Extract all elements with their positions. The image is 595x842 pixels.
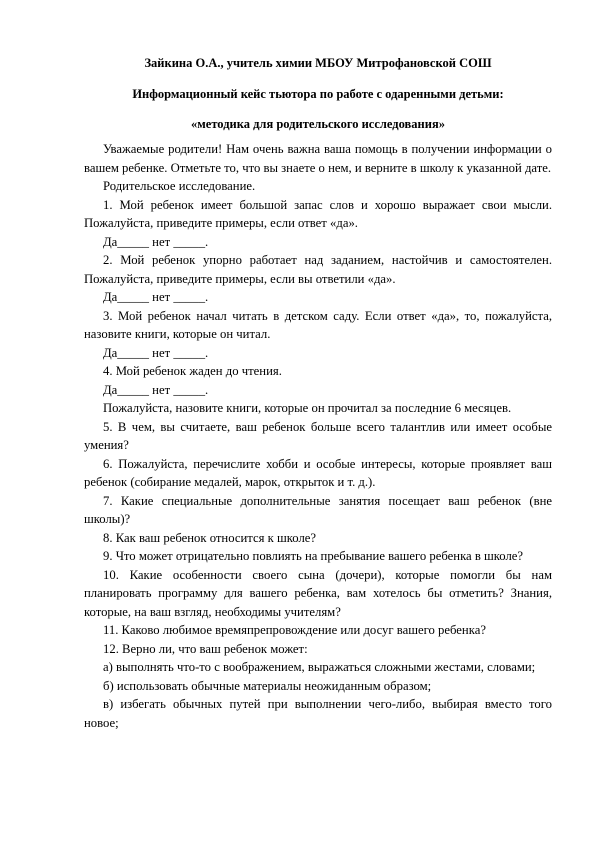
answer-line: Да_____ нет _____. <box>103 345 209 360</box>
answer-line: Да_____ нет _____. <box>103 290 209 304</box>
question-4: 4. Мой ребенок жаден до чтения. <box>103 364 282 378</box>
document-subtitle: «методика для родительского исследования» <box>191 117 445 131</box>
author-line: Зайкина О.А., учитель химии МБОУ Митрофановской СОШ <box>144 56 492 70</box>
question-12-option-b: б) использовать обычные материалы неожиданным образом; <box>103 678 432 693</box>
question-3: 3. Мой ребенок начал читать в детском саду. Если ответ «да», то, пожалуйста, назовите книги, которые он читал. <box>84 308 552 341</box>
question-12: 12. Верно ли, что ваш ребенок может: <box>103 641 308 656</box>
question-7: 7. Какие специальные дополнительные занятия посещает ваш ребенок (вне школы)? <box>84 493 552 526</box>
question-8: 8. Как ваш ребенок относится к школе? <box>103 530 317 545</box>
intro-paragraph: Уважаемые родители! Нам очень важна ваша помощь в получении информации о вашем ребенке. Отметьте то, что вы знаете о нем, и верните в школу к указанной дате. <box>84 142 552 175</box>
question-1: 1. Мой ребенок имеет большой запас слов и хорошо выражает свои мысли. Пожалуйста, приведите примеры, если ответ «да». <box>84 197 552 230</box>
answer-line: Да_____ нет _____. <box>103 234 209 249</box>
section-label: Родительское исследование. <box>103 179 256 193</box>
books-request: Пожалуйста, назовите книги, которые он прочитал за последние 6 месяцев. <box>103 401 512 415</box>
question-2: 2. Мой ребенок упорно работает над заданием, настойчив и самостоятелен. Пожалуйста, приведите примеры, если вы ответили «да». <box>84 253 552 286</box>
question-12-option-a: а) выполнять что-то с воображением, выражаться сложными жестами, словами; <box>103 660 536 674</box>
question-11: 11. Каково любимое времяпрепровождение или досуг вашего ребенка? <box>103 623 486 637</box>
answer-line: Да_____ нет _____. <box>103 382 209 397</box>
question-6: 6. Пожалуйста, перечислите хобби и особые интересы, которые проявляет ваш ребенок (собирание медалей, марок, открыток и т. д.). <box>84 456 552 489</box>
question-5: 5. В чем, вы считаете, ваш ребенок больше всего талантлив или имеет особые умения? <box>84 419 552 452</box>
question-10: 10. Какие особенности своего сына (дочери), которые помогли бы нам планировать программу для вашего ребенка, вам хотелось бы отметить? Знания, которые, на ваш взгляд, необходимы учителям? <box>84 567 552 619</box>
document-title: Информационный кейс тьютора по работе с одаренными детьми: <box>132 87 504 101</box>
question-9: 9. Что может отрицательно повлиять на пребывание вашего ребенка в школе? <box>103 549 524 563</box>
document-body <box>84 140 552 732</box>
question-12-option-c: в) избегать обычных путей при выполнении чего-либо, выбирая вместо того новое; <box>84 697 552 730</box>
